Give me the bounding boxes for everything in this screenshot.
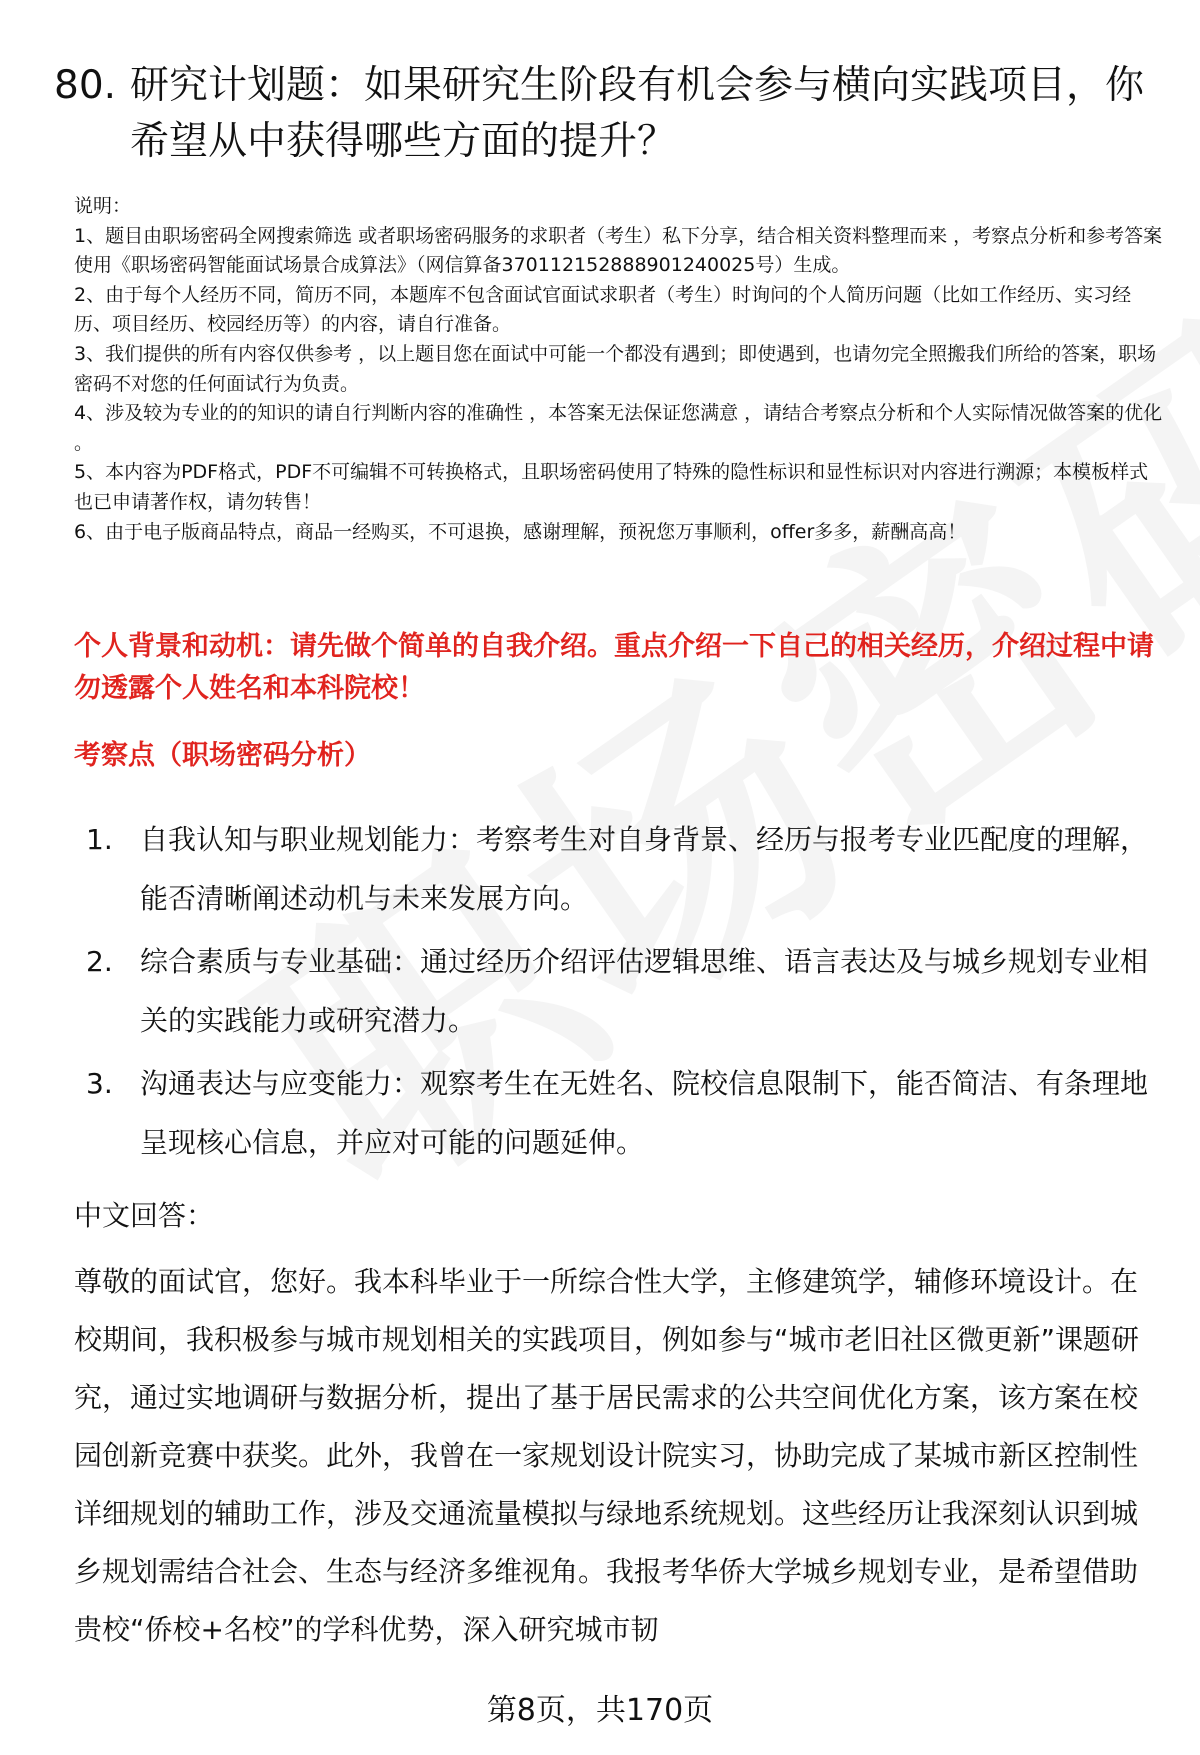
point-number: 1. — [86, 823, 113, 856]
note-item: 5、本内容为PDF格式，PDF不可编辑不可转换格式，且职场密码使用了特殊的隐性标识和显性标识对内容进行溯源；本模板样式也已申请著作权，请勿转售！ — [74, 461, 1149, 513]
analysis-point — [74, 810, 1164, 928]
answer-text: 尊敬的面试官，您好。我本科毕业于一所综合性大学，主修建筑学，辅修环境设计。在校期间，我积极参与城市规划相关的实践项目，例如参与“城市老旧社区微更新”课题研究，通过实地调研与数据分析，提出了基于居民需求的公共空间优化方案，该方案在校园创新竞赛中获奖。此外，我曾在一家规划设计院实习，协助完成了某城市新区控制性详细规划的辅助工作，涉及交通流量模拟与绿地系统规划。这些经历让我深刻认识到城乡规划需结合社会、生态与经济多维视角。我报考华侨大学城乡规划专业，是希望借助贵校“侨校+名校”的学科优势，深入研究城市韧 — [74, 1265, 1140, 1646]
note-item: 2、由于每个人经历不同，简历不同，本题库不包含面试官面试求职者（考生）时询问的个人简历问题（比如工作经历、实习经历、项目经历、校园经历等）的内容，请自行准备。 — [74, 283, 1132, 336]
analysis-points — [74, 810, 1164, 1176]
background-question: 个人背景和动机：请先做个简单的自我介绍。重点介绍一下自己的相关经历，介绍过程中请勿透露个人姓名和本科院校！ — [74, 631, 1154, 704]
notes-section — [74, 192, 1164, 547]
analysis-point — [74, 932, 1164, 1050]
point-number: 3. — [86, 1067, 113, 1100]
question-number: 80. — [54, 63, 117, 108]
point-number: 2. — [86, 945, 113, 978]
notes-heading: 说明： — [74, 195, 132, 217]
answer-label: 中文回答： — [74, 1199, 215, 1232]
note-item: 6、由于电子版商品特点，商品一经购买，不可退换，感谢理解，预祝您万事顺利，offer多多，薪酬高高！ — [74, 520, 967, 543]
analysis-heading: 考察点（职场密码分析） — [74, 740, 371, 771]
question-title — [54, 58, 1154, 170]
point-text: 自我认知与职业规划能力：考察考生对自身背景、经历与报考专业匹配度的理解，能否清晰阐述动机与未来发展方向。 — [140, 823, 1149, 915]
note-item: 4、涉及较为专业的的知识的请自行判断内容的准确性 ，本答案无法保证您满意 ，请结合考察点分析和个人实际情况做答案的优化 。 — [74, 402, 1163, 454]
note-item: 1、题目由职场密码全网搜索筛选 或者职场密码服务的求职者（考生）私下分享，结合相关资料整理而来 ，考察点分析和参考答案使用《职场密码智能面试场景合成算法》（网信算备370112152888901240025号）生成。 — [74, 224, 1163, 277]
point-text: 沟通表达与应变能力：观察考生在无姓名、院校信息限制下，能否简洁、有条理地呈现核心信息，并应对可能的问题延伸。 — [140, 1067, 1149, 1159]
page-footer: 第8页，共170页 — [486, 1693, 714, 1728]
question-text: 研究计划题：如果研究生阶段有机会参与横向实践项目，你希望从中获得哪些方面的提升？ — [130, 63, 1145, 164]
point-text: 综合素质与专业基础：通过经历介绍评估逻辑思维、语言表达及与城乡规划专业相关的实践能力或研究潜力。 — [140, 945, 1149, 1037]
note-item: 3、我们提供的所有内容仅供参考 ，以上题目您在面试中可能一个都没有遇到；即使遇到，也请勿完全照搬我们所给的答案，职场密码不对您的任何面试行为负责。 — [74, 342, 1157, 395]
analysis-point — [74, 1054, 1164, 1172]
